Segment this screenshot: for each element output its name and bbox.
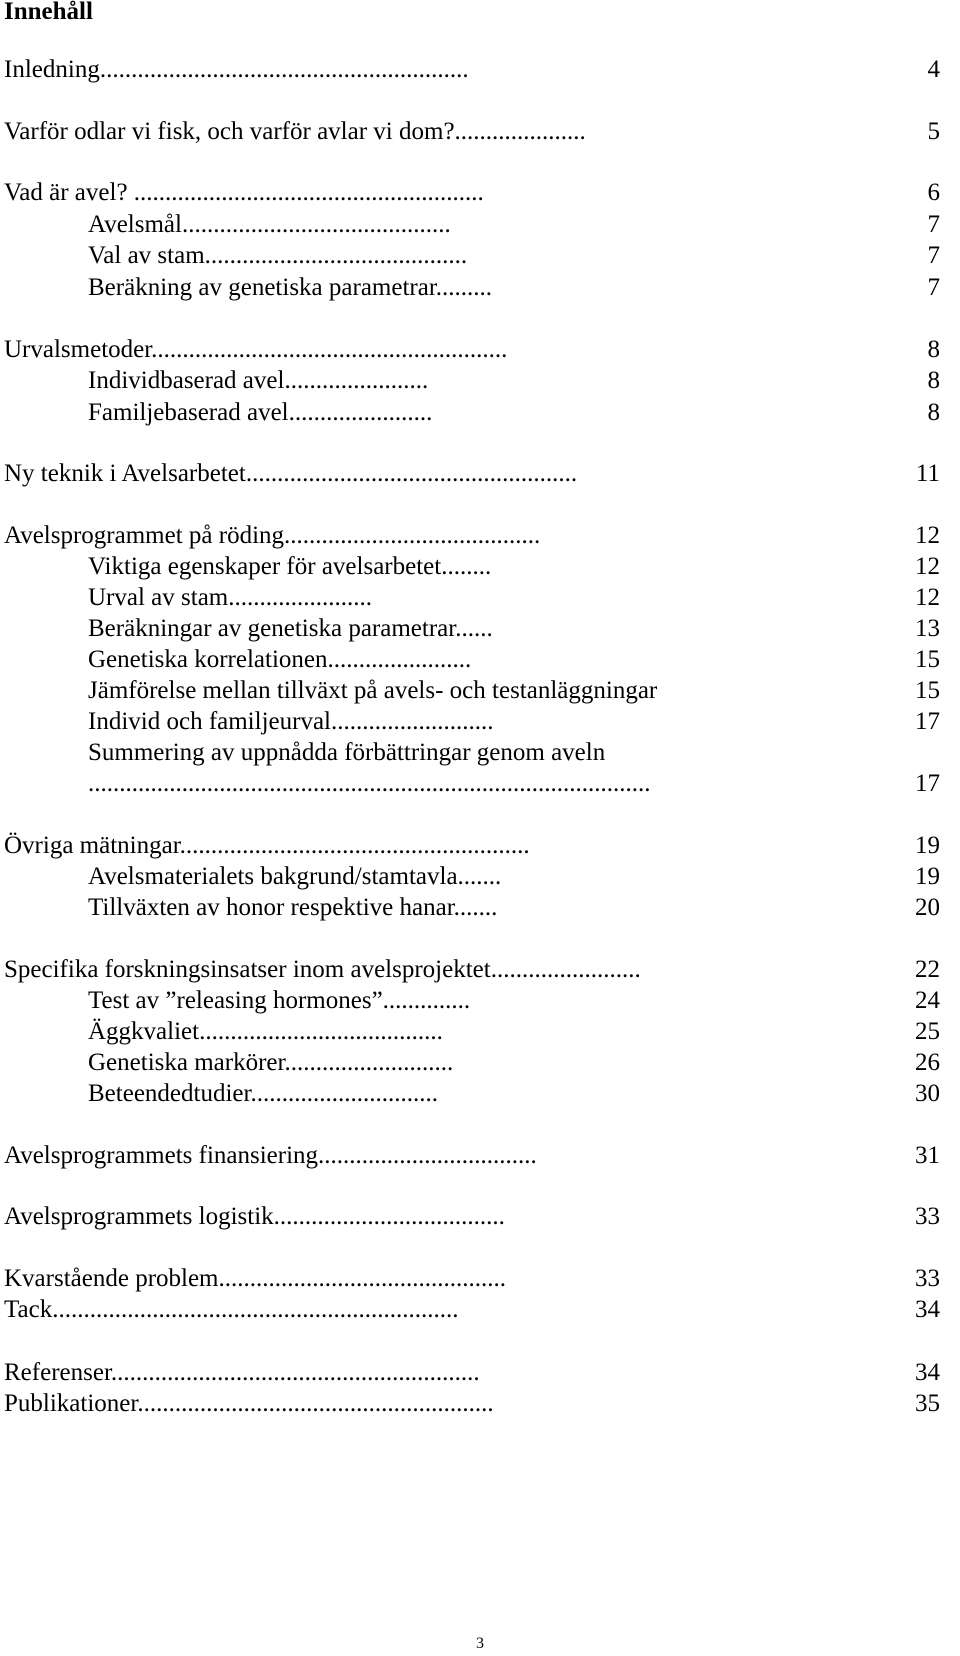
toc-entry-varfor-odlar[interactable] — [4, 116, 940, 148]
toc-entry-individbaserad[interactable] — [88, 365, 940, 397]
toc-entry-inledning[interactable] — [4, 54, 940, 86]
toc-entry-label: Specifika forskningsinsatser inom avelsprojektet........................ — [4, 956, 641, 983]
toc-entry-label: Individ och familjeurval.......................... — [88, 708, 494, 735]
toc-entry-page: 6 — [927, 179, 940, 206]
toc-entry-page: 34 — [915, 1359, 940, 1386]
toc-entry-page: 13 — [915, 615, 940, 642]
toc-entry-page: 11 — [915, 460, 940, 487]
toc-entry-logistik[interactable] — [4, 1201, 940, 1233]
toc-entry-label: Beteendedtudier.............................. — [88, 1080, 438, 1107]
toc-entry-page: 7 — [927, 274, 940, 301]
toc-entry-tillvaxten-honor-hanar[interactable] — [88, 892, 940, 924]
toc-entry-individ-familjeurval[interactable] — [88, 706, 940, 738]
toc-entry-label: Avelsprogrammets logistik..................................... — [4, 1203, 505, 1230]
toc-entry-page: 7 — [927, 242, 940, 269]
toc-entry-page: 8 — [927, 367, 940, 394]
toc-entry-page: 4 — [927, 56, 940, 83]
toc-entry-label: Referenser........................................................... — [4, 1359, 480, 1386]
toc-entry-avelsmal[interactable] — [88, 209, 940, 241]
toc-entry-urvalsmetoder[interactable] — [4, 334, 940, 366]
toc-entry-urval-av-stam[interactable] — [88, 582, 940, 614]
toc-entry-kvarstaende-problem[interactable] — [4, 1263, 940, 1295]
toc-entry-label: Avelsmaterialets bakgrund/stamtavla....... — [88, 863, 502, 890]
toc-entry-page: 20 — [915, 894, 940, 921]
toc-entry-label: Beräkningar av genetiska parametrar...... — [88, 615, 493, 642]
toc-entry-label: Publikationer......................................................... — [4, 1390, 494, 1417]
toc-entry-summering[interactable] — [88, 737, 940, 769]
toc-entry-page: 12 — [915, 584, 940, 611]
toc-entry-page: 19 — [915, 832, 940, 859]
toc-entry-label: Vad är avel? ........................................................ — [4, 179, 484, 206]
toc-entry-page: 12 — [915, 522, 940, 549]
toc-entry-page: 15 — [915, 677, 940, 704]
toc-entry-finansiering[interactable] — [4, 1140, 940, 1172]
toc-entry-familjebaserad[interactable] — [88, 397, 940, 429]
toc-entry-page: 24 — [915, 987, 940, 1014]
toc-entry-test-releasing-hormones[interactable] — [88, 985, 940, 1017]
toc-entry-page: 25 — [915, 1018, 940, 1045]
toc-entry-ovriga-matningar[interactable] — [4, 830, 940, 862]
toc-entry-val-av-stam[interactable] — [88, 240, 940, 272]
toc-entry-label: .......................................................................................... — [88, 770, 651, 797]
toc-entry-label: Tack................................................................. — [4, 1296, 459, 1323]
toc-entry-label: Genetiska korrelationen....................... — [88, 646, 472, 673]
toc-entry-page: 26 — [915, 1049, 940, 1076]
toc-entry-viktiga-egenskaper[interactable] — [88, 551, 940, 583]
toc-entry-page: 34 — [915, 1296, 940, 1323]
toc-entry-page: 15 — [915, 646, 940, 673]
toc-entry-page: 33 — [915, 1203, 940, 1230]
toc-entry-label: Kvarstående problem.............................................. — [4, 1265, 507, 1292]
toc-entry-label: Individbaserad avel....................... — [88, 367, 429, 394]
toc-entry-label: Viktiga egenskaper för avelsarbetet........ — [88, 553, 492, 580]
toc-entry-label: Beräkning av genetiska parametrar......... — [88, 274, 493, 301]
toc-entry-aggkvaliet[interactable] — [88, 1016, 940, 1048]
toc-entry-label: Avelsprogrammet på röding......................................... — [4, 522, 541, 549]
toc-entry-page: 35 — [915, 1390, 940, 1417]
toc-entry-referenser[interactable] — [4, 1357, 940, 1389]
toc-entry-genetiska-markorer[interactable] — [88, 1047, 940, 1079]
toc-entry-label: Ny teknik i Avelsarbetet..................................................... — [4, 460, 578, 487]
toc-entry-page: 19 — [915, 863, 940, 890]
toc-entry-genetiska-korrelationen[interactable] — [88, 644, 940, 676]
toc-entry-avelsmaterialets-bakgrund[interactable] — [88, 861, 940, 893]
page-title: Innehåll — [4, 0, 93, 25]
toc-entry-page: 5 — [927, 118, 940, 145]
toc-entry-label: Urvalsmetoder......................................................... — [4, 336, 508, 363]
toc-entry-page: 33 — [915, 1265, 940, 1292]
toc-entry-beteendedtudier[interactable] — [88, 1078, 940, 1110]
toc-entry-label: Urval av stam....................... — [88, 584, 372, 611]
toc-entry-label: Äggkvaliet....................................... — [88, 1018, 443, 1045]
toc-entry-page: 7 — [927, 211, 940, 238]
toc-entry-avelsprogrammet-roding[interactable] — [4, 520, 940, 552]
page-number: 3 — [476, 1635, 484, 1652]
toc-entry-tack[interactable] — [4, 1294, 940, 1326]
toc-entry-label: Tillväxten av honor respektive hanar....... — [88, 894, 498, 921]
toc-entry-label: Avelsmål........................................... — [88, 211, 451, 238]
toc-entry-page: 8 — [927, 336, 940, 363]
toc-entry-label: Övriga mätningar........................................................ — [4, 832, 530, 859]
toc-entry-page: 17 — [915, 708, 940, 735]
toc-entry-publikationer[interactable] — [4, 1388, 940, 1420]
toc-entry-ny-teknik[interactable] — [4, 458, 940, 490]
toc-entry-label: Varför odlar vi fisk, och varför avlar vi dom?..................... — [4, 118, 586, 145]
toc-entry-page: 8 — [927, 399, 940, 426]
toc-entry-specifika-forskningsinsatser[interactable] — [4, 954, 940, 986]
toc-entry-page: 31 — [915, 1142, 940, 1169]
toc-entry-berakningar-genetiska[interactable] — [88, 613, 940, 645]
toc-entry-label: Avelsprogrammets finansiering................................... — [4, 1142, 537, 1169]
toc-entry-page: 22 — [915, 956, 940, 983]
toc-entry-page: 17 — [915, 770, 940, 797]
toc-entry-label: Val av stam.......................................... — [88, 242, 468, 269]
toc-entry-page: 30 — [915, 1080, 940, 1107]
toc-entry-label: Test av ”releasing hormones”.............. — [88, 987, 471, 1014]
toc-entry-berakning-genetiska[interactable] — [88, 272, 940, 304]
toc-entry-label: Jämförelse mellan tillväxt på avels- och testanläggningar — [88, 677, 658, 704]
toc-entry-label: Inledning........................................................... — [4, 56, 469, 83]
toc-entry-label: Familjebaserad avel....................... — [88, 399, 433, 426]
toc-entry-label: Genetiska markörer........................... — [88, 1049, 454, 1076]
toc-entry-vad-ar-avel[interactable] — [4, 177, 940, 209]
toc-entry-page: 12 — [915, 553, 940, 580]
toc-entry-summering-continued[interactable] — [88, 768, 940, 800]
toc-entry-label: Summering av uppnådda förbättringar genom aveln — [88, 739, 606, 766]
toc-entry-jamforelse[interactable] — [88, 675, 940, 707]
